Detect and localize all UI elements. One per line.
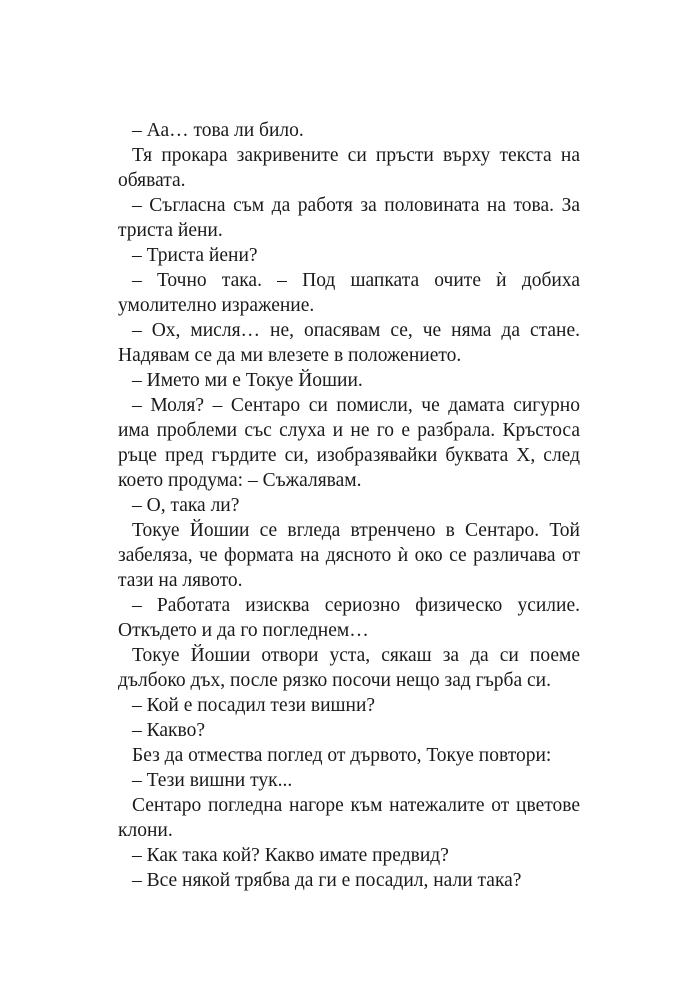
paragraph: – Точно така. – Под шапката очите ѝ добиха умолително изражение. [118,270,580,316]
paragraph: – Аа… това ли било. [132,120,304,141]
paragraph: – Кой е посадил тези вишни? [132,695,376,716]
paragraph: Токуе Йошии отвори уста, сякаш за да си поеме дълбоко дъх, после рязко посочи нещо зад гърба си. [118,645,580,691]
paragraph: – Името ми е Токуе Йошии. [132,370,363,391]
paragraph: Тя прокара закривените си пръсти върху текста на обявата. [118,145,580,191]
paragraph: Сентаро погледна нагоре към натежалите от цветове клони. [118,795,580,841]
paragraph: – Съгласна съм да работя за половината на това. За триста йени. [118,195,580,241]
paragraph: – Работата изисква сериозно физическо усилие. Откъдето и да го погледнем… [118,595,580,641]
paragraph: – Все някой трябва да ги е посадил, нали така? [132,870,522,891]
paragraph: – Как така кой? Какво имате предвид? [132,845,449,866]
paragraph: Без да отмества поглед от дървото, Токуе повтори: [132,745,552,766]
page-body-text [118,118,580,893]
paragraph: Токуе Йошии се вгледа втренчено в Сентаро. Той забеляза, че формата на дясното ѝ око се различава от тази на лявото. [118,520,580,591]
paragraph: – О, така ли? [132,495,240,516]
paragraph: – Триста йени? [132,245,258,266]
paragraph: – Какво? [132,720,205,741]
paragraph: – Моля? – Сентаро си помисли, че дамата сигурно има проблеми със слуха и не го е разбрала. Кръстоса ръце пред гърдите си, изобразявайки буквата Х, след което продума: – Съжалявам. [118,395,580,491]
paragraph: – Ох, мисля… не, опасявам се, че няма да стане. Надявам се да ми влезете в положението. [118,320,580,366]
paragraph: – Тези вишни тук... [132,770,293,791]
